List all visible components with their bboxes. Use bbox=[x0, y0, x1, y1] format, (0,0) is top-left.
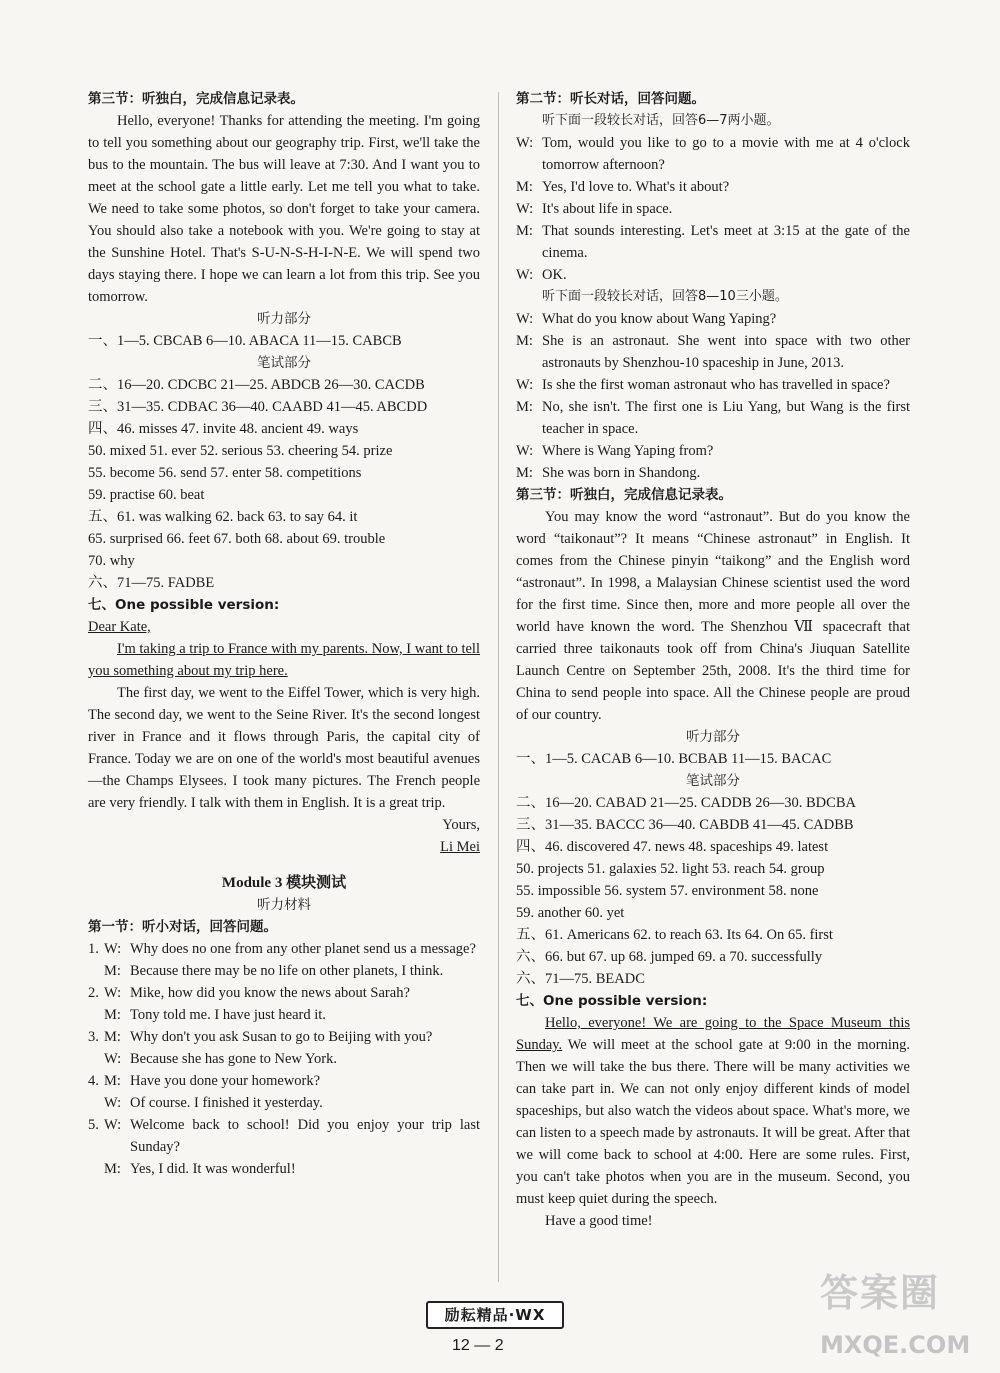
dialog-line: Yes, I'd love to. What's it about? bbox=[542, 179, 730, 195]
answer-line: 六、71—75. BEADC bbox=[516, 971, 645, 987]
section-3-heading: 第三节：听独白，完成信息记录表。 bbox=[516, 487, 732, 503]
answer-line: 三、31—35. BACCC 36—40. CABDB 41—45. CADBB bbox=[516, 817, 854, 833]
watermark-logo: 答案圈 bbox=[820, 1271, 941, 1315]
conversation-2-note: 听下面一段较长对话，回答8—10三小题。 bbox=[542, 289, 788, 304]
dialog-line: She is an astronaut. She went into space with two other astronauts by Shenzhou-10 spaceship in June, 2013. bbox=[542, 333, 910, 371]
letter-opening: I'm taking a trip to France with my parents. Now, I want to tell you something about my trip here. bbox=[88, 641, 480, 679]
speaker-label: W: bbox=[516, 311, 534, 327]
speaker-label: W: bbox=[516, 443, 534, 459]
listening-answers: 一、1—5. CACAB 6—10. BCBAB 11—15. BACAC bbox=[516, 751, 832, 767]
speaker-label: M: bbox=[104, 1029, 121, 1045]
answer-line: 四、46. misses 47. invite 48. ancient 49. ways bbox=[88, 421, 359, 437]
speaker-label: M: bbox=[104, 1073, 121, 1089]
dialog-item bbox=[88, 1114, 480, 1180]
listening-answers: 一、1—5. CBCAB 6—10. ABACA 11—15. CABCB bbox=[88, 333, 402, 349]
answer-line: 三、31—35. CDBAC 36—40. CAABD 41—45. ABCDD bbox=[88, 399, 428, 415]
dialog-line: No, she isn't. The first one is Liu Yang, but Wang is the first teacher in space. bbox=[542, 399, 910, 437]
dialog-line: Is she the first woman astronaut who has travelled in space? bbox=[542, 377, 890, 393]
version-heading: 七、One possible version: bbox=[88, 597, 280, 613]
material-heading: 听力材料 bbox=[257, 897, 311, 913]
section-1-heading: 第一节：听小对话，回答问题。 bbox=[88, 919, 277, 935]
speaker-label: W: bbox=[104, 1117, 122, 1133]
answer-line: 四、46. discovered 47. news 48. spaceships 49. latest bbox=[516, 839, 829, 855]
dialog-line: Of course. I finished it yesterday. bbox=[130, 1095, 323, 1111]
speaker-label: W: bbox=[516, 201, 534, 217]
answer-line: 二、16—20. CDCBC 21—25. ABDCB 26—30. CACDB bbox=[88, 377, 425, 393]
dialog-line: What do you know about Wang Yaping? bbox=[542, 311, 777, 327]
dialog-line: Why don't you ask Susan to go to Beijing with you? bbox=[130, 1029, 433, 1045]
dialog-item bbox=[88, 982, 480, 1026]
speaker-label: W: bbox=[516, 267, 534, 283]
dialog-item bbox=[88, 1070, 480, 1114]
dialog-number: 3. bbox=[88, 1029, 99, 1045]
answer-line: 五、61. was walking 62. back 63. to say 64. it bbox=[88, 509, 358, 525]
watermark-url: MXQE.COM bbox=[820, 1331, 971, 1359]
speaker-label: W: bbox=[104, 941, 122, 957]
speech-opening: Hello, everyone! We are going to the Space Museum this Sunday. bbox=[516, 1015, 910, 1053]
answer-line: 65. surprised 66. feet 67. both 68. about 69. trouble bbox=[88, 531, 386, 547]
monologue-text: Hello, everyone! Thanks for attending the meeting. I'm going to tell you something about our geography trip. First, we'll take the bus to the mountain. The bus will leave at 7:30. And I want you to meet at the school gate a little early. Let me tell you what to take. We need to take some photos, so don't forget to take your camera. You should also take a notebook with you. We're going to stay at the Sunshine Hotel. That's S-U-N-S-H-I-N-E. We will spend two days staying there. I hope we can learn a lot from this trip. See you tomorrow. bbox=[88, 113, 480, 305]
monologue-text: You may know the word “astronaut”. But do you know the word “taikonaut”? It means “Chinese astronaut” in English. It comes from the Chinese pinyin “taikong” and the English word “astronaut”. In 1998, a Malaysian Chinese scientist used the word for the first time. Since then, more and more people all over the world have known the word. The Shenzhou Ⅶ spacecraft that carried three taikonauts took off from China's Jiuquan Satellite Launch Centre on September 25th, 2008. It's the third time for China to send people into space. All the Chinese people are proud of our country. bbox=[516, 509, 910, 723]
speaker-label: M: bbox=[104, 1007, 121, 1023]
dialog-line: Tom, would you like to go to a movie with me at 4 o'clock tomorrow afternoon? bbox=[542, 135, 910, 173]
conversation-1-note: 听下面一段较长对话，回答6—7两小题。 bbox=[542, 113, 780, 128]
column-divider bbox=[498, 92, 499, 1282]
speaker-label: M: bbox=[516, 179, 533, 195]
speech-closing: Have a good time! bbox=[545, 1213, 653, 1229]
dialog-line: Where is Wang Yaping from? bbox=[542, 443, 714, 459]
answer-line: 50. mixed 51. ever 52. serious 53. cheering 54. prize bbox=[88, 443, 393, 459]
dialog-line: Because she has gone to New York. bbox=[130, 1051, 337, 1067]
dialog-number: 4. bbox=[88, 1073, 99, 1089]
letter-signature: Li Mei bbox=[440, 839, 480, 855]
dialog-line: OK. bbox=[542, 267, 567, 283]
section-2-heading: 第二节：听长对话，回答问题。 bbox=[516, 91, 705, 107]
speaker-label: M: bbox=[516, 399, 533, 415]
dialog-line: Welcome back to school! Did you enjoy your trip last Sunday? bbox=[130, 1117, 480, 1155]
dialog-line: Mike, how did you know the news about Sarah? bbox=[130, 985, 410, 1001]
speaker-label: W: bbox=[104, 1051, 122, 1067]
written-heading: 笔试部分 bbox=[686, 773, 740, 789]
dialog-line: Tony told me. I have just heard it. bbox=[130, 1007, 326, 1023]
speaker-label: M: bbox=[516, 223, 533, 239]
speaker-label: M: bbox=[516, 465, 533, 481]
speech-text bbox=[516, 1012, 910, 1210]
answer-line: 二、16—20. CABAD 21—25. CADDB 26—30. BDCBA bbox=[516, 795, 856, 811]
letter-closing: Yours, bbox=[442, 817, 480, 833]
brand-logo: 励耘精品·WX bbox=[426, 1301, 564, 1329]
dialog-line: She was born in Shandong. bbox=[542, 465, 701, 481]
dialog-number: 5. bbox=[88, 1117, 99, 1133]
letter-body: The first day, we went to the Eiffel Tower, which is very high. The second day, we went to the Seine River. It's the second longest river in France and it flows through Paris, the capital city of France. Today we are on one of the world's most beautiful avenues—the Champs Elysees. I took many pictures. The French people are very friendly. I talk with them in English. It is a great trip. bbox=[88, 685, 480, 811]
written-heading: 笔试部分 bbox=[257, 355, 311, 371]
page-number: 12 — 2 bbox=[452, 1337, 504, 1354]
answer-line: 55. impossible 56. system 57. environment 58. none bbox=[516, 883, 819, 899]
module-title: Module 3 模块测试 bbox=[221, 875, 347, 891]
listening-heading: 听力部分 bbox=[686, 729, 740, 745]
speech-body: We will meet at the school gate at 9:00 in the morning. Then we will take the bus there. There will be many activities we can take part in. We can not only enjoy different kinds of model spaceships, but also watch the videos about space. What's more, we can listen to a speech made by astronauts. It will be great. After that we will come back to school at 4:00. Here are some rules. First, you can't take photos when you are in the museum. Second, you must keep quiet during the speech. bbox=[516, 1037, 910, 1207]
dialog-item bbox=[88, 938, 480, 982]
dialog-line: Yes, I did. It was wonderful! bbox=[130, 1161, 296, 1177]
version-heading: 七、One possible version: bbox=[516, 993, 708, 1009]
dialog-line: Why does no one from any other planet send us a message? bbox=[130, 941, 476, 957]
speaker-label: W: bbox=[516, 377, 534, 393]
dialog-line: Because there may be no life on other planets, I think. bbox=[130, 963, 444, 979]
speaker-label: M: bbox=[516, 333, 533, 349]
listening-heading: 听力部分 bbox=[257, 311, 311, 327]
left-column bbox=[88, 88, 480, 1180]
answer-line: 59. another 60. yet bbox=[516, 905, 625, 921]
dialog-item bbox=[88, 1026, 480, 1070]
speaker-label: W: bbox=[516, 135, 534, 151]
dialog-line: Have you done your homework? bbox=[130, 1073, 321, 1089]
dialog-line: It's about life in space. bbox=[542, 201, 673, 217]
speaker-label: M: bbox=[104, 1161, 121, 1177]
speaker-label: M: bbox=[104, 963, 121, 979]
speaker-label: W: bbox=[104, 985, 122, 1001]
dialog-number: 2. bbox=[88, 985, 99, 1001]
letter-salutation: Dear Kate, bbox=[88, 619, 151, 635]
right-column bbox=[516, 88, 910, 1232]
answer-line: 50. projects 51. galaxies 52. light 53. reach 54. group bbox=[516, 861, 825, 877]
answer-line: 六、66. but 67. up 68. jumped 69. a 70. successfully bbox=[516, 949, 823, 965]
answer-line: 70. why bbox=[88, 553, 135, 569]
answer-line: 55. become 56. send 57. enter 58. competitions bbox=[88, 465, 362, 481]
answer-line: 五、61. Americans 62. to reach 63. Its 64. On 65. first bbox=[516, 927, 833, 943]
dialog-line: That sounds interesting. Let's meet at 3:15 at the gate of the cinema. bbox=[542, 223, 910, 261]
answer-line: 六、71—75. FADBE bbox=[88, 575, 215, 591]
answer-line: 59. practise 60. beat bbox=[88, 487, 205, 503]
speaker-label: W: bbox=[104, 1095, 122, 1111]
dialog-number: 1. bbox=[88, 941, 99, 957]
section-3-heading: 第三节：听独白，完成信息记录表。 bbox=[88, 91, 304, 107]
